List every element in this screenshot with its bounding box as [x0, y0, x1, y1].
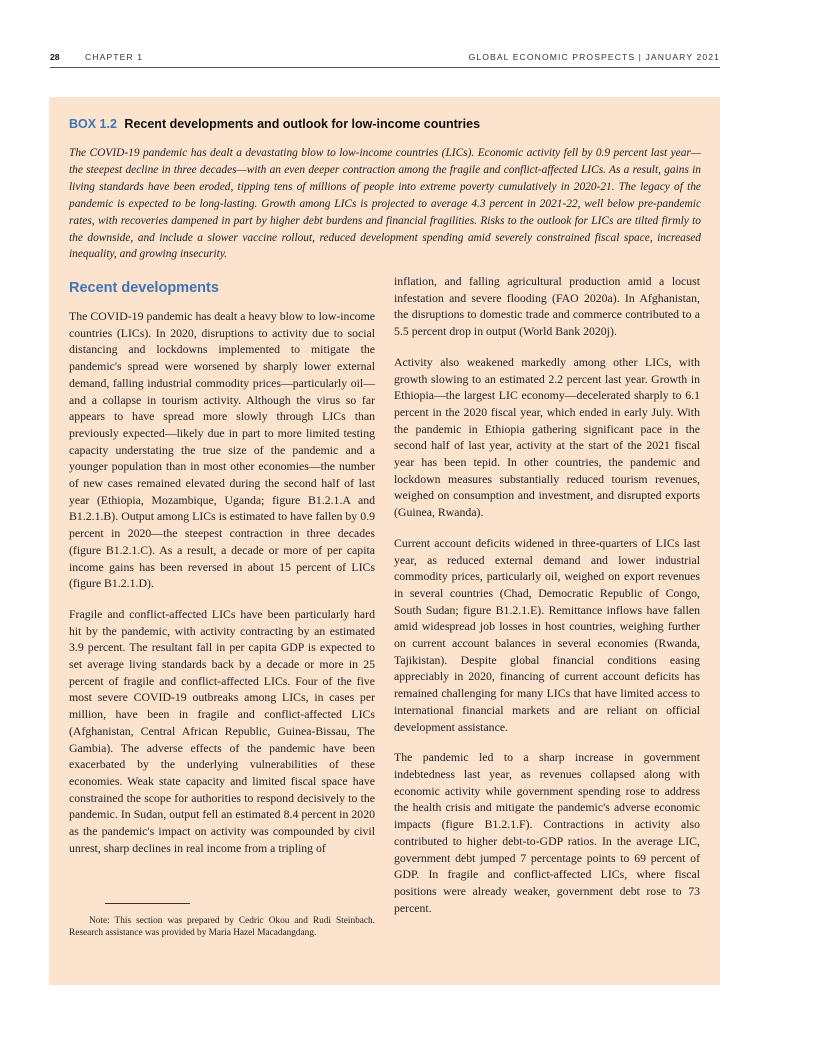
paragraph: Fragile and conflict-affected LICs have been particularly hard hit by the pandemic, with activity contracting by an estimated 3.9 percent. The resultant fall in per capita GDP is expected to set average living standards back by a decade or more in 25 percent of fragile and conflict-affected LICs. Four of the five most severe COVID-19 outbreaks among LICs, in cases per million, have been in fragile and conflict-affected LICs (Afghanistan, Central African Republic, Guinea-Bissau, The Gambia). The adverse effects of the pandemic have been exacerbated by the underlying vulnerabilities of these economies. Weak state capacity and limited fiscal space have constrained the scope for authorities to respond decisively to the pandemic. In Sudan, output fell an estimated 8.4 percent in 2020 as the pandemic's impact on activity was compounded by civil unrest, sharp declines in real income from a tripling of	[69, 606, 375, 855]
footnote-divider	[105, 903, 190, 904]
paragraph: inflation, and falling agricultural production amid a locust infestation and severe flooding (FAO 2020a). In Afghanistan, the disruptions to domestic trade and commerce contributed to a 5.5 percent drop in output (World Bank 2020j).	[394, 274, 700, 339]
section-heading: Recent developments	[69, 280, 219, 296]
box-title-text: Recent developments and outlook for low-income countries	[124, 117, 481, 131]
footnote: Note: This section was prepared by Cedric Okou and Rudi Steinbach. Research assistance was provided by Maria Hazel Macadangdang.	[69, 916, 375, 939]
left-column	[69, 279, 375, 871]
paragraph: The COVID-19 pandemic has dealt a heavy blow to low-income countries (LICs). In 2020, disruptions to activity due to social distancing and lockdowns implemented to mitigate the pandemic's spread were worsened by sharply lower external demand, falling industrial commodity prices—particularly oil—and a collapse in tourism activity. Although the virus so far appears to have spread more slowly through LICs than previously expected—likely due in part to more limited testing capacity understating the true size of the pandemic and a younger population than in most other economies—the number of new cases remained elevated during the second half of last year (Ethiopia, Mozambique, Uganda; figure B1.2.1.A and B1.2.1.B). Output among LICs is estimated to have fallen by 0.9 percent in 2020—the steepest contraction in three decades (figure B1.2.1.C). As a result, a decade or more of per capita income gains has been reversed in about 15 percent of LICs (figure B1.2.1.D).	[69, 309, 375, 591]
page-header	[50, 51, 720, 68]
chapter-label: CHAPTER 1	[85, 52, 144, 62]
right-column	[394, 273, 700, 930]
paragraph: The pandemic led to a sharp increase in government indebtedness last year, as revenues collapsed along with economic activity while government spending rose to address the health crisis and mitigate the pandemic's adverse economic impacts (figure B1.2.1.F). Contractions in activity also contributed to higher debt-to-GDP ratios. In the average LIC, government debt jumped 7 percentage points to 69 percent of GDP. In fragile and conflict-affected LICs, where fiscal positions were already weaker, government debt rose to 73 percent.	[394, 750, 700, 915]
box-panel	[49, 97, 720, 985]
box-abstract: The COVID-19 pandemic has dealt a devastating blow to low-income countries (LICs). Economic activity fell by 0.9 percent last year—the steepest decline in three decades—with an even deeper contraction among the fragile and conflict-affected LICs. As a result, gains in living standards have been eroded, tipping tens of millions of people into extreme poverty cumulatively in 2020-21. The legacy of the pandemic is expected to be long-lasting. Growth among LICs is projected to average 4.3 percent in 2021-22, well below pre-pandemic rates, with recoveries dampened in part by higher debt burdens and financial fragilities. Risks to the outlook for LICs are tilted firmly to the downside, and include a slower vaccine rollout, reduced development spending amid severely constrained fiscal space, increased inequality, and growing insecurity.	[69, 147, 701, 261]
publication-title: GLOBAL ECONOMIC PROSPECTS | JANUARY 2021	[468, 52, 720, 62]
box-title	[69, 117, 709, 131]
paragraph: Activity also weakened markedly among other LICs, with growth slowing to an estimated 2.2 percent last year. Growth in Ethiopia—the largest LIC economy—decelerated sharply to 6.1 percent in the 2020 fiscal year, which ended in early July. With the pandemic in Ethiopia gathering significant pace in the second half of last year, activity at the start of the 2021 fiscal year has been tepid. In other countries, the pandemic and lockdown measures substantially reduced tourism revenues, weighed on consumption and investment, and disrupted exports (Guinea, Rwanda).	[394, 354, 700, 520]
paragraph: Current account deficits widened in three-quarters of LICs last year, as reduced external demand and lower industrial commodity prices, particularly oil, weighed on export revenues in several countries (Chad, Democratic Republic of Congo, South Sudan; figure B1.2.1.E). Remittance inflows have fallen amid widespread job losses in host countries, weighing further on current account balances in several economies (Rwanda, Tajikistan). Despite global financial conditions easing appreciably in 2020, financing of current account deficits has remained challenging for many LICs that have limited access to international financial markets and are reliant on official development assistance.	[394, 535, 700, 734]
page-number: 28	[50, 52, 60, 62]
box-number: BOX 1.2	[69, 117, 117, 131]
